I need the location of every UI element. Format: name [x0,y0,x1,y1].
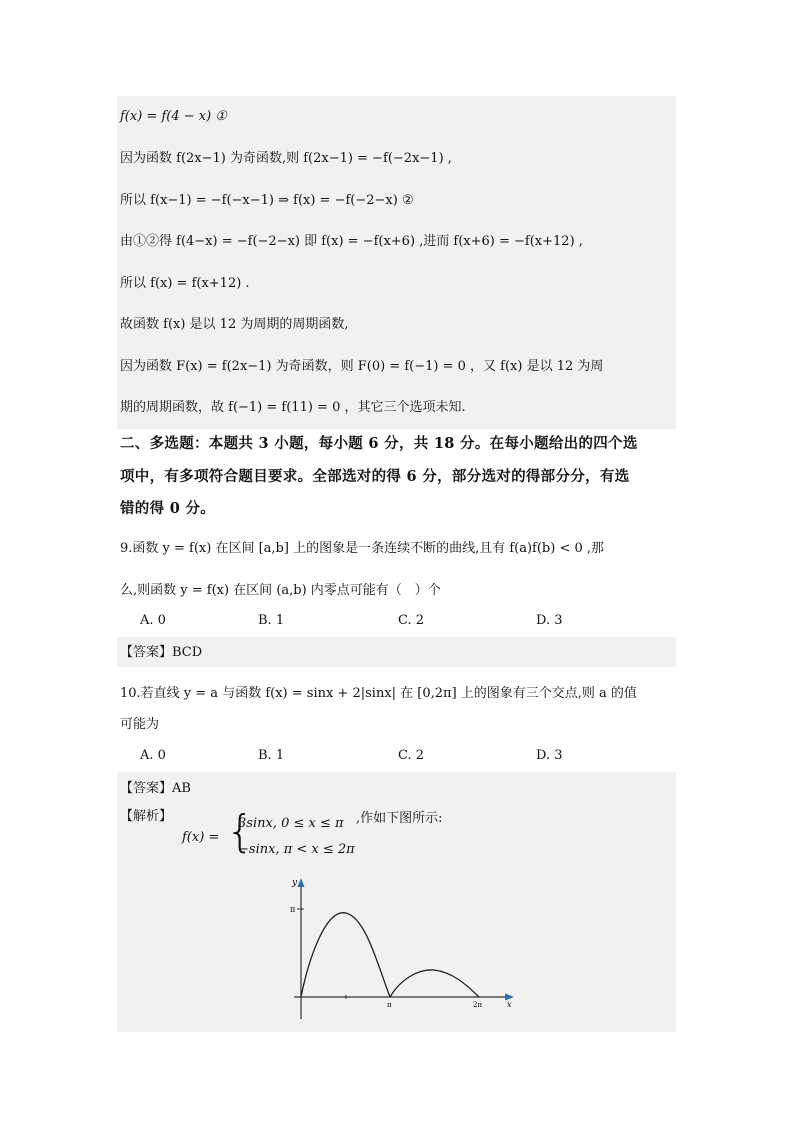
y-axis-arrow-icon [298,878,305,887]
solution-line-3: 所以 f(x−1) = −f(−x−1) ⇒ f(x) = −f(−2−x) ② [120,193,414,208]
solution-line-7: 因为函数 F(x) = f(2x−1) 为奇函数，则 F(0) = f(−1) = 0 ，又 f(x) 是以 12 为周 [120,359,604,374]
q10-option-c: C. 2 [398,748,425,763]
solution-line-4: 由①②得 f(4−x) = −f(−2−x) 即 f(x) = −f(x+6) ,进而 f(x+6) = −f(x+12) , [120,234,583,249]
section-heading-line-2: 项中，有多项符合题目要求。全部选对的得 6 分，部分选对的得部分分，有选 [120,468,630,485]
analysis-tail: ,作如下图所示: [356,811,443,826]
curve-3sinx [301,913,390,997]
section-heading-line-3: 错的得 0 分。 [120,500,216,517]
q9-option-d: D. 3 [536,613,563,628]
x-tick-2pi: 2π [473,1001,483,1009]
piecewise-lhs: f(x) = [182,830,220,845]
q10-stem-line-1: 10.若直线 y = a 与函数 f(x) = sinx + 2|sinx| 在 [0,2π] 上的图象有三个交点,则 a 的值 [120,686,637,701]
q9-option-a: A. 0 [140,613,166,628]
solution-line-6: 故函数 f(x) 是以 12 为周期的周期函数, [120,317,349,332]
q9-option-c: C. 2 [398,613,425,628]
q10-analysis-label: 【解析】 [120,809,173,824]
q9-stem-line-2: 么,则函数 y = f(x) 在区间 (a,b) 内零点可能有（ ）个 [120,583,441,598]
solution-line-2: 因为函数 f(2x−1) 为奇函数,则 f(2x−1) = −f(−2x−1) , [120,151,452,166]
y-axis-label: y [292,878,298,888]
x-axis-label: x [507,1000,512,1009]
q9-option-b: B. 1 [258,613,285,628]
piecewise-case-2: −sinx, π < x ≤ 2π [238,842,355,857]
q9-stem-line-1: 9.函数 y = f(x) 在区间 [a,b] 上的图象是一条连续不断的曲线,且有 f(a)f(b) < 0 ,那 [120,541,605,556]
q10-option-a: A. 0 [140,748,166,763]
y-tick-pi: π [290,905,296,914]
solution-line-8: 期的周期函数，故 f(−1) = f(11) = 0 ，其它三个选项未知. [120,400,466,415]
solution-line-1: f(x) = f(4 − x) ① [120,109,227,124]
q10-answer: 【答案】AB [120,781,191,796]
function-graph [280,874,520,1024]
solution-line-5: 所以 f(x) = f(x+12) . [120,276,250,291]
q10-option-d: D. 3 [536,748,563,763]
curve-neg-sinx [390,970,479,997]
piecewise-brace: { [226,806,254,857]
q10-option-b: B. 1 [258,748,285,763]
section-heading-line-1: 二、多选题：本题共 3 小题，每小题 6 分，共 18 分。在每小题给出的四个选 [120,435,638,452]
q9-answer: 【答案】BCD [120,645,203,660]
q10-stem-line-2: 可能为 [120,717,160,732]
x-tick-pi: π [387,1001,392,1009]
piecewise-case-1: 3sinx, 0 ≤ x ≤ π [238,816,344,831]
solution-prev-block [117,96,676,429]
